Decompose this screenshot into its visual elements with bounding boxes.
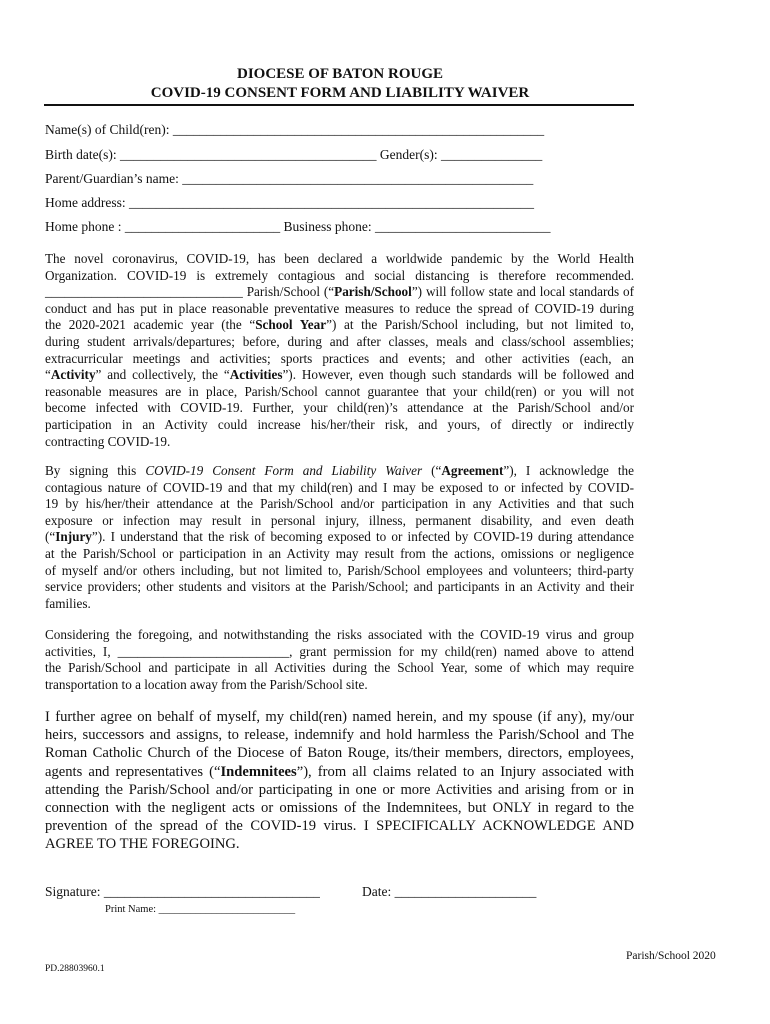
paragraph-release (45, 708, 634, 854)
paragraph-line: heirs, successors and assigns, to release, indemnify and hold harmless the Parish/School and The (45, 727, 634, 744)
paragraph-line: activities, I, __________________________, grant permission for my child(ren) named above to attend (45, 643, 634, 659)
paragraph-line: (“Injury”). I understand that the risk of becoming exposed to or infected by COVID-19 during attendance (45, 529, 634, 545)
paragraph-line: the Parish/School and participate in all Activities during the School Year, some of which may require (45, 660, 634, 676)
paragraph-line: Organization. COVID-19 is extremely contagious and social distancing is therefore recommended. (45, 267, 634, 283)
paragraph-line: conduct and has put in place reasonable preventative measures to reduce the spread of COVID-19 during (45, 300, 634, 316)
paragraph-line: The novel coronavirus, COVID-19, has been declared a worldwide pandemic by the World Health (45, 251, 634, 266)
paragraph-line: I further agree on behalf of myself, my child(ren) named herein, and my spouse (if any), my/our (45, 709, 634, 725)
paragraph-line: Considering the foregoing, and notwithstanding the risks associated with the COVID-19 virus and group (45, 627, 634, 642)
paragraph-line: extracurricular meetings and activities; sports practices and events; and other activities (each, an (45, 350, 634, 366)
paragraph-line: during student arrivals/departures; before, during and after classes, meals and class/school assemblies; (45, 333, 634, 349)
paragraph-line: ______________________________ Parish/School (“Parish/School”) will follow state and local standards of (45, 284, 634, 300)
paragraph-line: “Activity” and collectively, the “Activities”). However, even though such standards will be followed and (45, 367, 635, 383)
paragraph-line: become infected with COVID-19. Further, your child(ren)’s attendance at the Parish/School and/or (45, 400, 634, 416)
birth-dates-field[interactable]: Birth date(s): ______________________________________ Gender(s): _______________ (45, 147, 543, 162)
paragraph-line: prevention of the spread of the COVID-19 virus. I SPECIFICALLY ACKNOWLEDGE AND (45, 818, 634, 835)
paragraph-line: AGREE TO THE FOREGOING. (45, 836, 240, 853)
paragraph-line: of myself and/or others including, but not limited to, Parish/School employees and volunteers; third-party (45, 562, 634, 578)
paragraph-line: By signing this COVID-19 Consent Form and Liability Waiver (“Agreement”), I acknowledge the (45, 463, 635, 478)
signature-field[interactable]: Signature: ________________________________ (45, 884, 320, 899)
date-field[interactable]: Date: _____________________ (362, 884, 537, 899)
paragraph-line: transportation to a location away from the Parish/School site. (45, 676, 368, 692)
children-names-field[interactable]: Name(s) of Child(ren): _______________________________________________________ (45, 122, 545, 137)
paragraph-permission (45, 627, 634, 693)
paragraph-line: attending the Parish/School and/or participating in one or more Activities and arising from or in (45, 781, 634, 798)
paragraph-line: the 2020-2021 academic year (the “School Year”) at the Parish/School including, but not limited to, (45, 317, 634, 333)
paragraph-line: families. (45, 595, 91, 611)
paragraph-line: connection with the negligent acts or omissions of the Indemnitees, but ONLY in regard to the (45, 800, 634, 817)
paragraph-line: Roman Catholic Church of the Diocese of Baton Rouge, its/their members, directors, employees, (45, 745, 634, 762)
paragraph-line: exposure or infection may result in personal injury, illness, permanent disability, and even death (45, 512, 634, 528)
footer-right: Parish/School 2020 (626, 950, 716, 962)
paragraph-line: 19 by his/her/their attendance at the Parish/School and/or participation in any Activities and that such (45, 496, 634, 512)
title-rule (44, 104, 634, 106)
print-name-field[interactable]: Print Name: __________________________ (105, 904, 296, 915)
home-address-field[interactable]: Home address: ____________________________________________________________ (45, 195, 534, 210)
guardian-name-field[interactable]: Parent/Guardian’s name: ____________________________________________________ (45, 171, 534, 186)
home-phone-field[interactable]: Home phone : _______________________ Business phone: __________________________ (45, 219, 551, 234)
paragraph-agreement (45, 463, 634, 612)
paragraph-line: participation in an Activity could increase his/her/their risk, and yours, of directly or indirectly (45, 416, 634, 432)
paragraph-line: agents and representatives (“Indemnitees”), from all claims related to an Injury associated with (45, 763, 635, 780)
document-title: DIOCESE OF BATON ROUGE (236, 66, 443, 82)
paragraph-pandemic-notice (45, 251, 634, 450)
paragraph-line: contracting COVID-19. (45, 433, 171, 449)
paragraph-line: service providers; other students and visitors at the Parish/School; and participants in an Activity and their (45, 579, 634, 595)
paragraph-line: contagious nature of COVID-19 and that my child(ren) and I may be exposed to or infected by COVID- (45, 479, 634, 495)
paragraph-line: at the Parish/School or participation in an Activity may result from the actions, omissions or negligence (45, 545, 634, 561)
footer-docid: PD.28803960.1 (45, 964, 105, 974)
paragraph-line: reasonable measures are in place, Parish/School cannot guarantee that your child(ren) or you will not (45, 383, 634, 399)
document-subtitle: COVID-19 CONSENT FORM AND LIABILITY WAIVER (150, 85, 530, 101)
